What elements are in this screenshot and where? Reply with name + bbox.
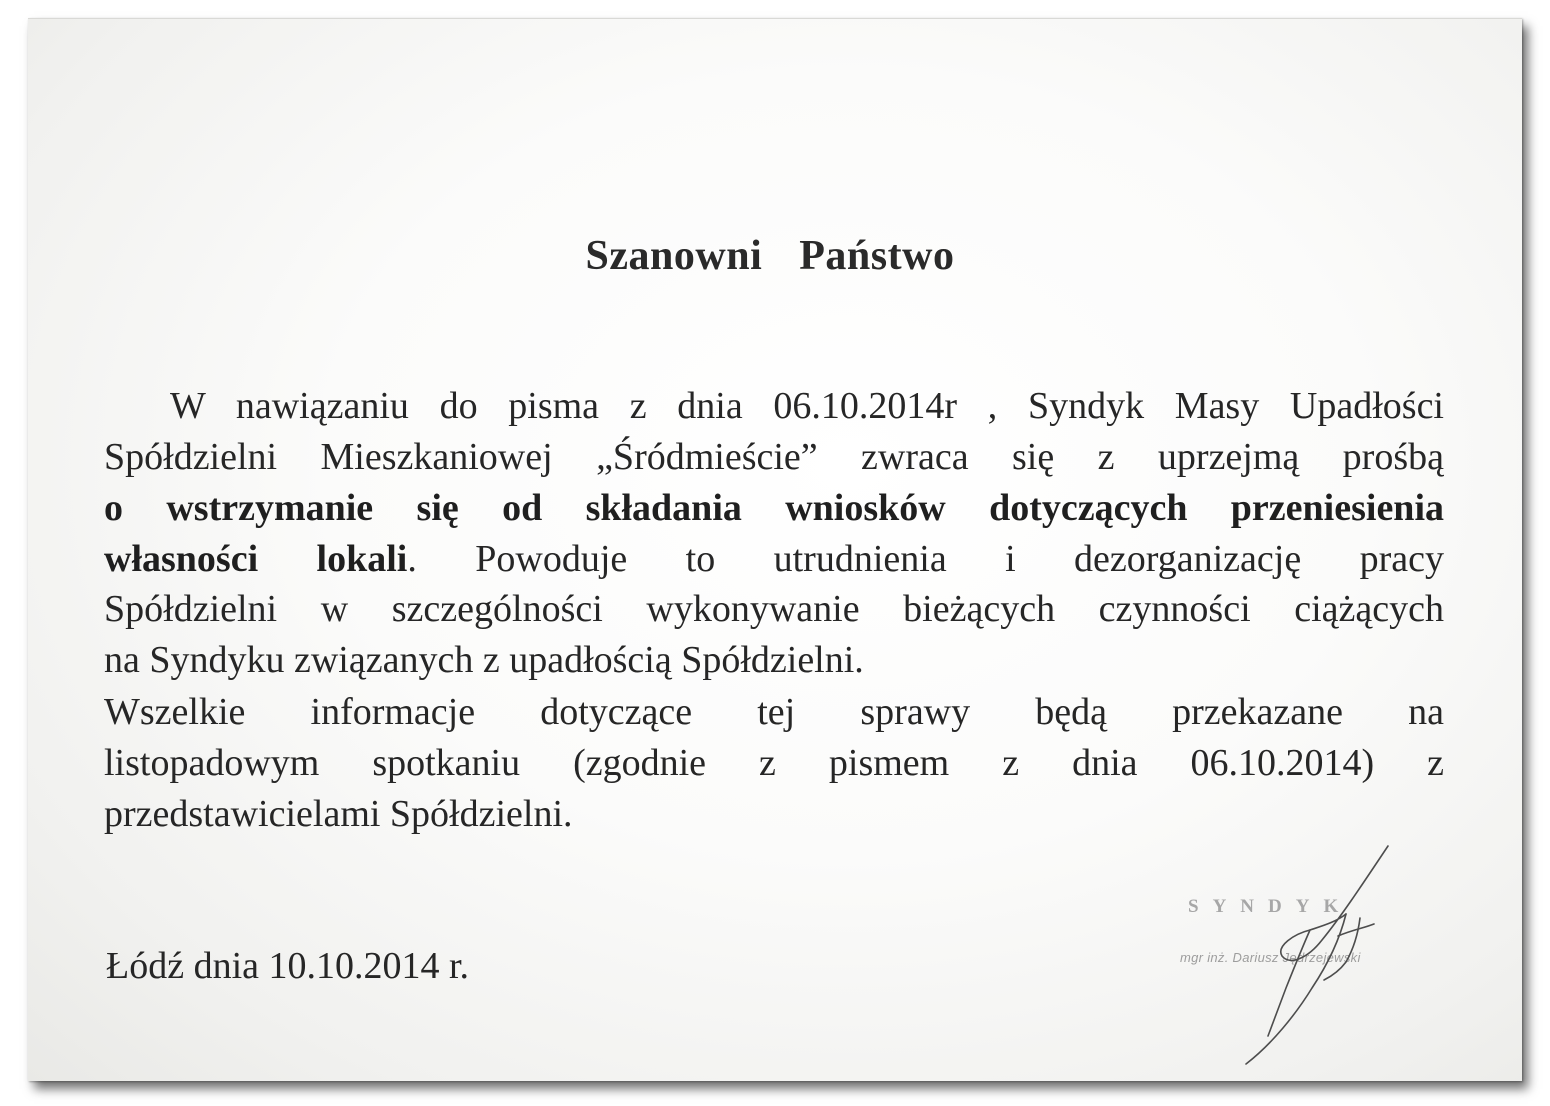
body-line-1: W nawiązaniu do pisma z dnia 06.10.2014r , Syndyk Masy Upadłości — [170, 385, 1444, 427]
body-line-4-rest: . Powoduje to utrudnienia i dezorganizację pracy — [407, 538, 1444, 580]
signature-icon — [1190, 838, 1420, 1068]
stamp-title: SYNDYK — [1188, 896, 1353, 917]
stamp-name: mgr inż. Dariusz Jędrzejewski — [1180, 950, 1361, 965]
body-line-3-bold: o wstrzymanie się od składania wniosków dotyczących przeniesienia — [104, 487, 1444, 529]
letter-heading: Szanowni Państwo — [585, 233, 955, 279]
body-line-4 — [104, 533, 1444, 585]
body-line-5: Spółdzielni w szczególności wykonywanie bieżących czynności ciążących — [104, 588, 1444, 630]
place-and-date: Łódź dnia 10.10.2014 r. — [106, 945, 470, 987]
body-line-7: Wszelkie informacje dotyczące tej sprawy będą przekazane na — [104, 691, 1444, 733]
body-line-8: listopadowym spotkaniu (zgodnie z pismem z dnia 06.10.2014) z — [104, 742, 1444, 784]
body-line-2: Spółdzielni Mieszkaniowej „Śródmieście” zwraca się z uprzejmą prośbą — [104, 436, 1444, 478]
body-line-9: przedstawicielami Spółdzielni. — [104, 793, 573, 835]
bold-phrase: własności lokali — [104, 538, 408, 580]
body-line-6: na Syndyku związanych z upadłością Spółdzielni. — [104, 639, 864, 681]
